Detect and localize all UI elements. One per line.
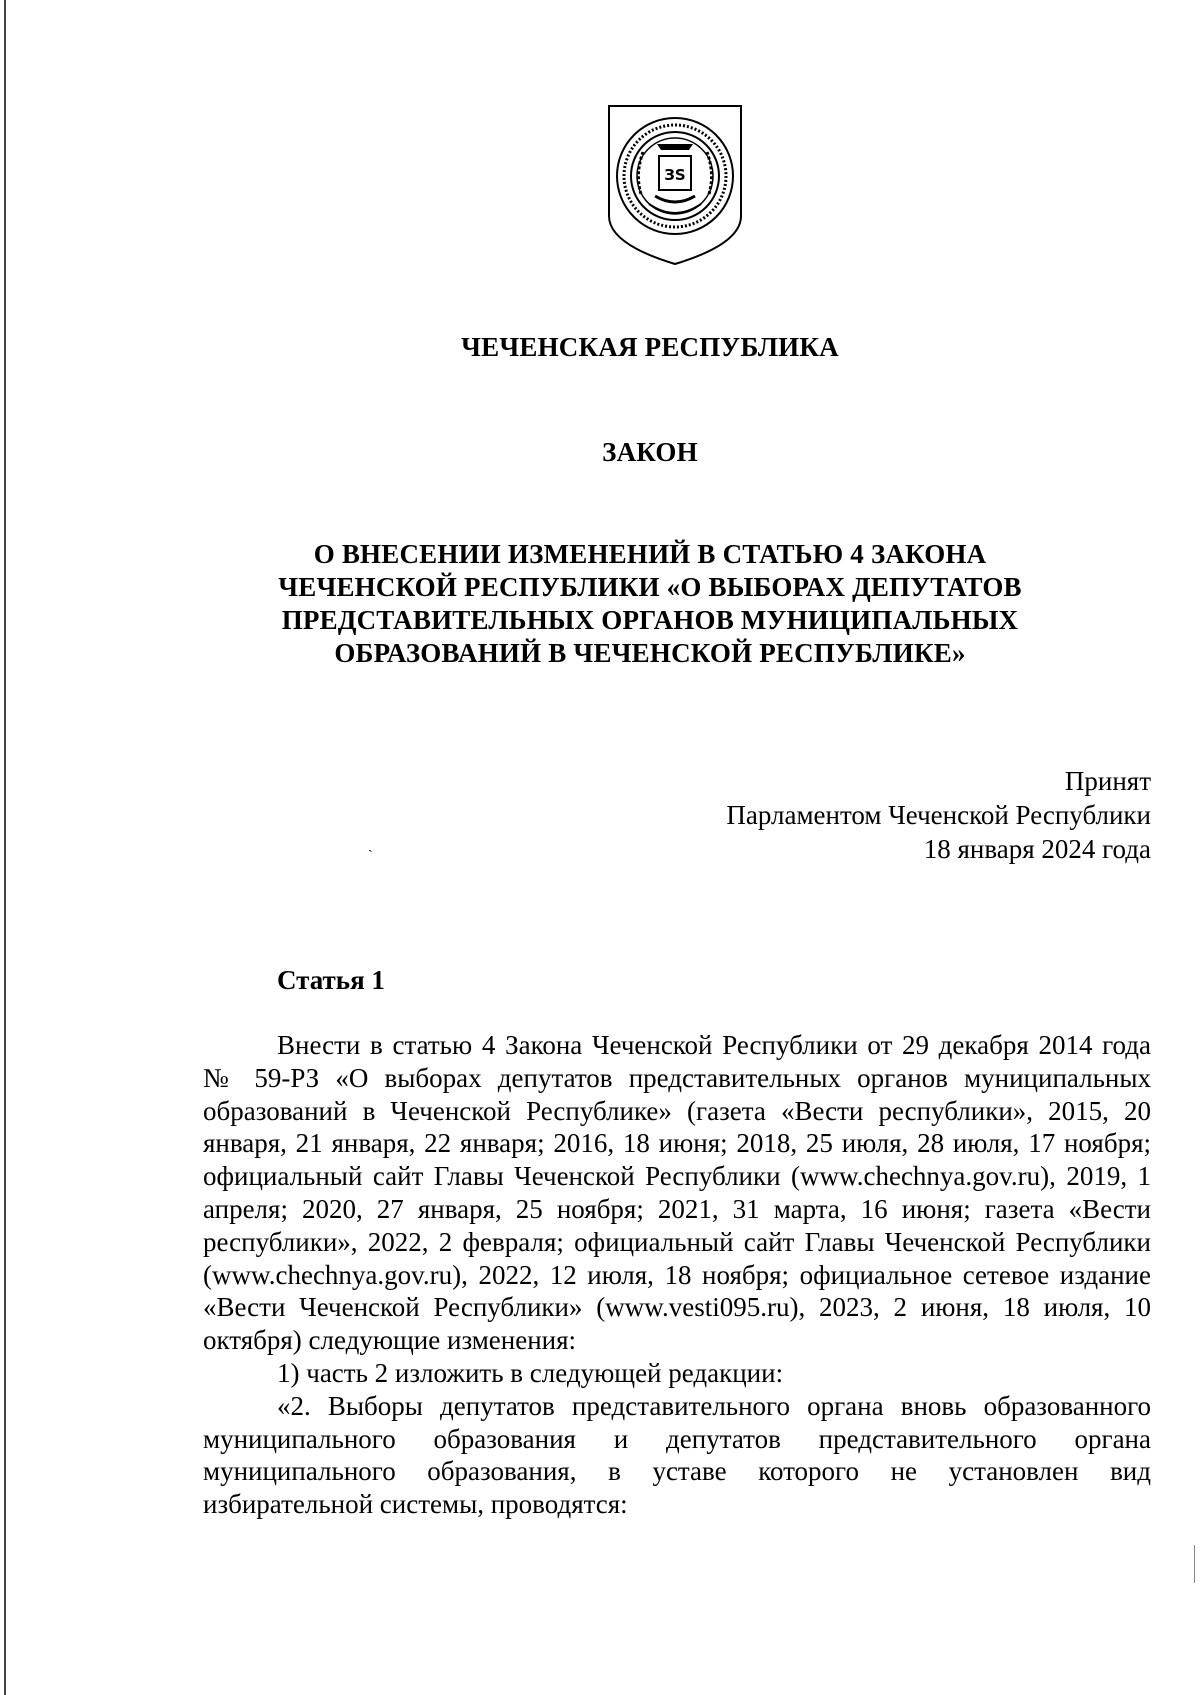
scan-left-edge [4, 0, 6, 1695]
adoption-block [726, 764, 1151, 866]
article-paragraph: «2. Выборы депутатов представительного органа вновь образованного муниципального образования и депутатов представительного органа муниципального образования, в уставе которого не установлен вид избирательной системы, проводятся: [203, 1390, 1151, 1520]
article-paragraph: 1) часть 2 изложить в следующей редакции: [277, 1357, 784, 1388]
republic-heading: ЧЕЧЕНСКАЯ РЕСПУБЛИКА [461, 332, 839, 362]
law-title-line: ЧЕЧЕНСКОЙ РЕСПУБЛИКИ «О ВЫБОРАХ ДЕПУТАТОВ [278, 572, 1022, 602]
coat-of-arms-icon [607, 104, 743, 266]
adoption-date: 18 января 2024 года [923, 834, 1151, 864]
article-title: Статья 1 [277, 965, 385, 995]
stray-scan-mark: ˎ [368, 838, 373, 853]
article-paragraph: Внести в статью 4 Закона Чеченской Республики от 29 декабря 2014 года № 59-РЗ «О выборах депутатов представительных органов муниципальных образований в Чеченской Республике» (газета «Вести республики», 2015, 20 января, 21 января, 22 января; 2016, 18 июня; 2018, 25 июля, 28 июля, 17 ноября; официальный сайт Главы Чеченской Республики (www.chechnya.gov.ru), 2019, 1 апреля; 2020, 27 января, 25 ноября; 2021, 31 марта, 16 июня; газета «Вести республики», 2022, 2 февраля; официальный сайт Главы Чеченской Республики (www.chechnya.gov.ru), 2022, 12 июля, 18 ноября; официальное сетевое издание «Вести Чеченской Республики» (www.vesti095.ru), 2023, 2 июня, 18 июля, 10 октября) следующие изменения: [203, 1030, 1151, 1356]
adoption-body: Парламентом Чеченской Республики [726, 800, 1151, 830]
law-title-line: ПРЕДСТАВИТЕЛЬНЫХ ОРГАНОВ МУНИЦИПАЛЬНЫХ [281, 605, 1019, 635]
svg-text:ЗS: ЗS [664, 166, 686, 184]
article-body [203, 1029, 1151, 1521]
law-title [180, 538, 1120, 670]
scan-right-mark [1194, 1545, 1195, 1583]
law-type-heading: ЗАКОН [602, 437, 698, 467]
adoption-status: Принят [1064, 766, 1151, 796]
law-title-line: О ВНЕСЕНИИ ИЗМЕНЕНИЙ В СТАТЬЮ 4 ЗАКОНА [313, 539, 987, 569]
law-title-line: ОБРАЗОВАНИЙ В ЧЕЧЕНСКОЙ РЕСПУБЛИКЕ» [334, 638, 966, 668]
